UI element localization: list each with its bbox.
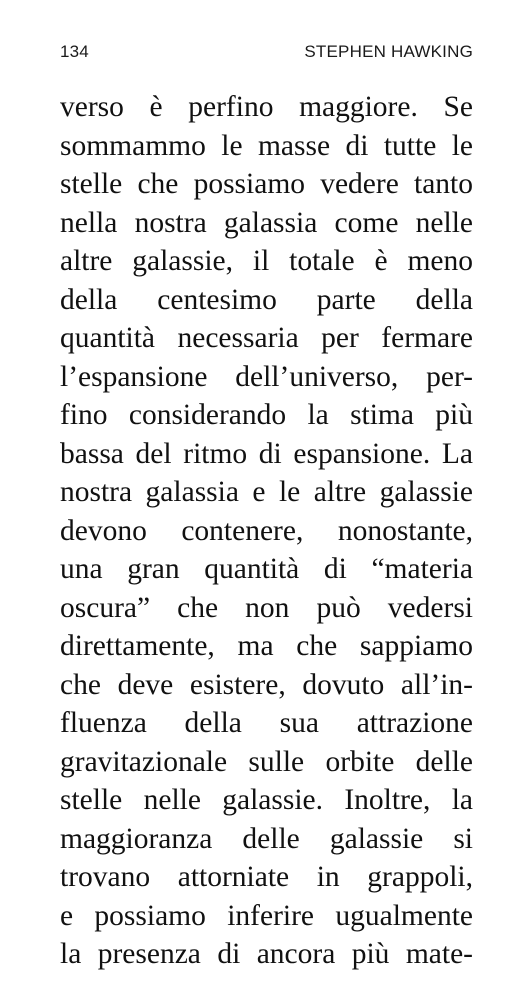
text-line: direttamente, ma che sappiamo [60,630,473,662]
text-line: trovano attorniate in grappoli, [60,861,473,893]
text-line: della centesimo parte della [60,283,473,316]
text-line: una gran quantità di “materia [60,553,473,585]
text-line: quantità necessaria per fermare [60,322,473,354]
text-line: maggioranza delle galassie si [60,822,473,855]
text-line: fino considerando la stima più [60,399,473,431]
text-line: fluenza della sua attrazione [60,707,473,739]
page-number: 134 [60,42,89,61]
text-line: oscura” che non può vedersi [60,591,473,624]
text-line: altre galassie, il totale è meno [60,245,473,277]
page-header [60,42,473,66]
text-line: nostra galassia e le altre galassie [60,476,473,508]
text-line: stelle che possiamo vedere tanto [60,168,473,200]
text-line: gravitazionale sulle orbite delle [60,745,473,778]
text-line: sommammo le masse di tutte le [60,129,473,162]
running-head-author: STEPHEN HAWKING [304,42,473,61]
text-line: e possiamo inferire ugualmente [60,899,473,932]
text-line: verso è perfino maggiore. Se [60,91,473,123]
text-line: devono contenere, nonostante, [60,514,473,547]
text-line: bassa del ritmo di espansione. La [60,437,473,470]
body-paragraph [60,88,473,974]
text-line: nella nostra galassia come nelle [60,206,473,239]
text-line: l’espansione dell’universo, per- [60,360,473,393]
text-line: stelle nelle galassie. Inoltre, la [60,784,473,816]
text-line: che deve esistere, dovuto all’in- [60,668,473,701]
text-line: la presenza di ancora più mate- [60,938,473,970]
